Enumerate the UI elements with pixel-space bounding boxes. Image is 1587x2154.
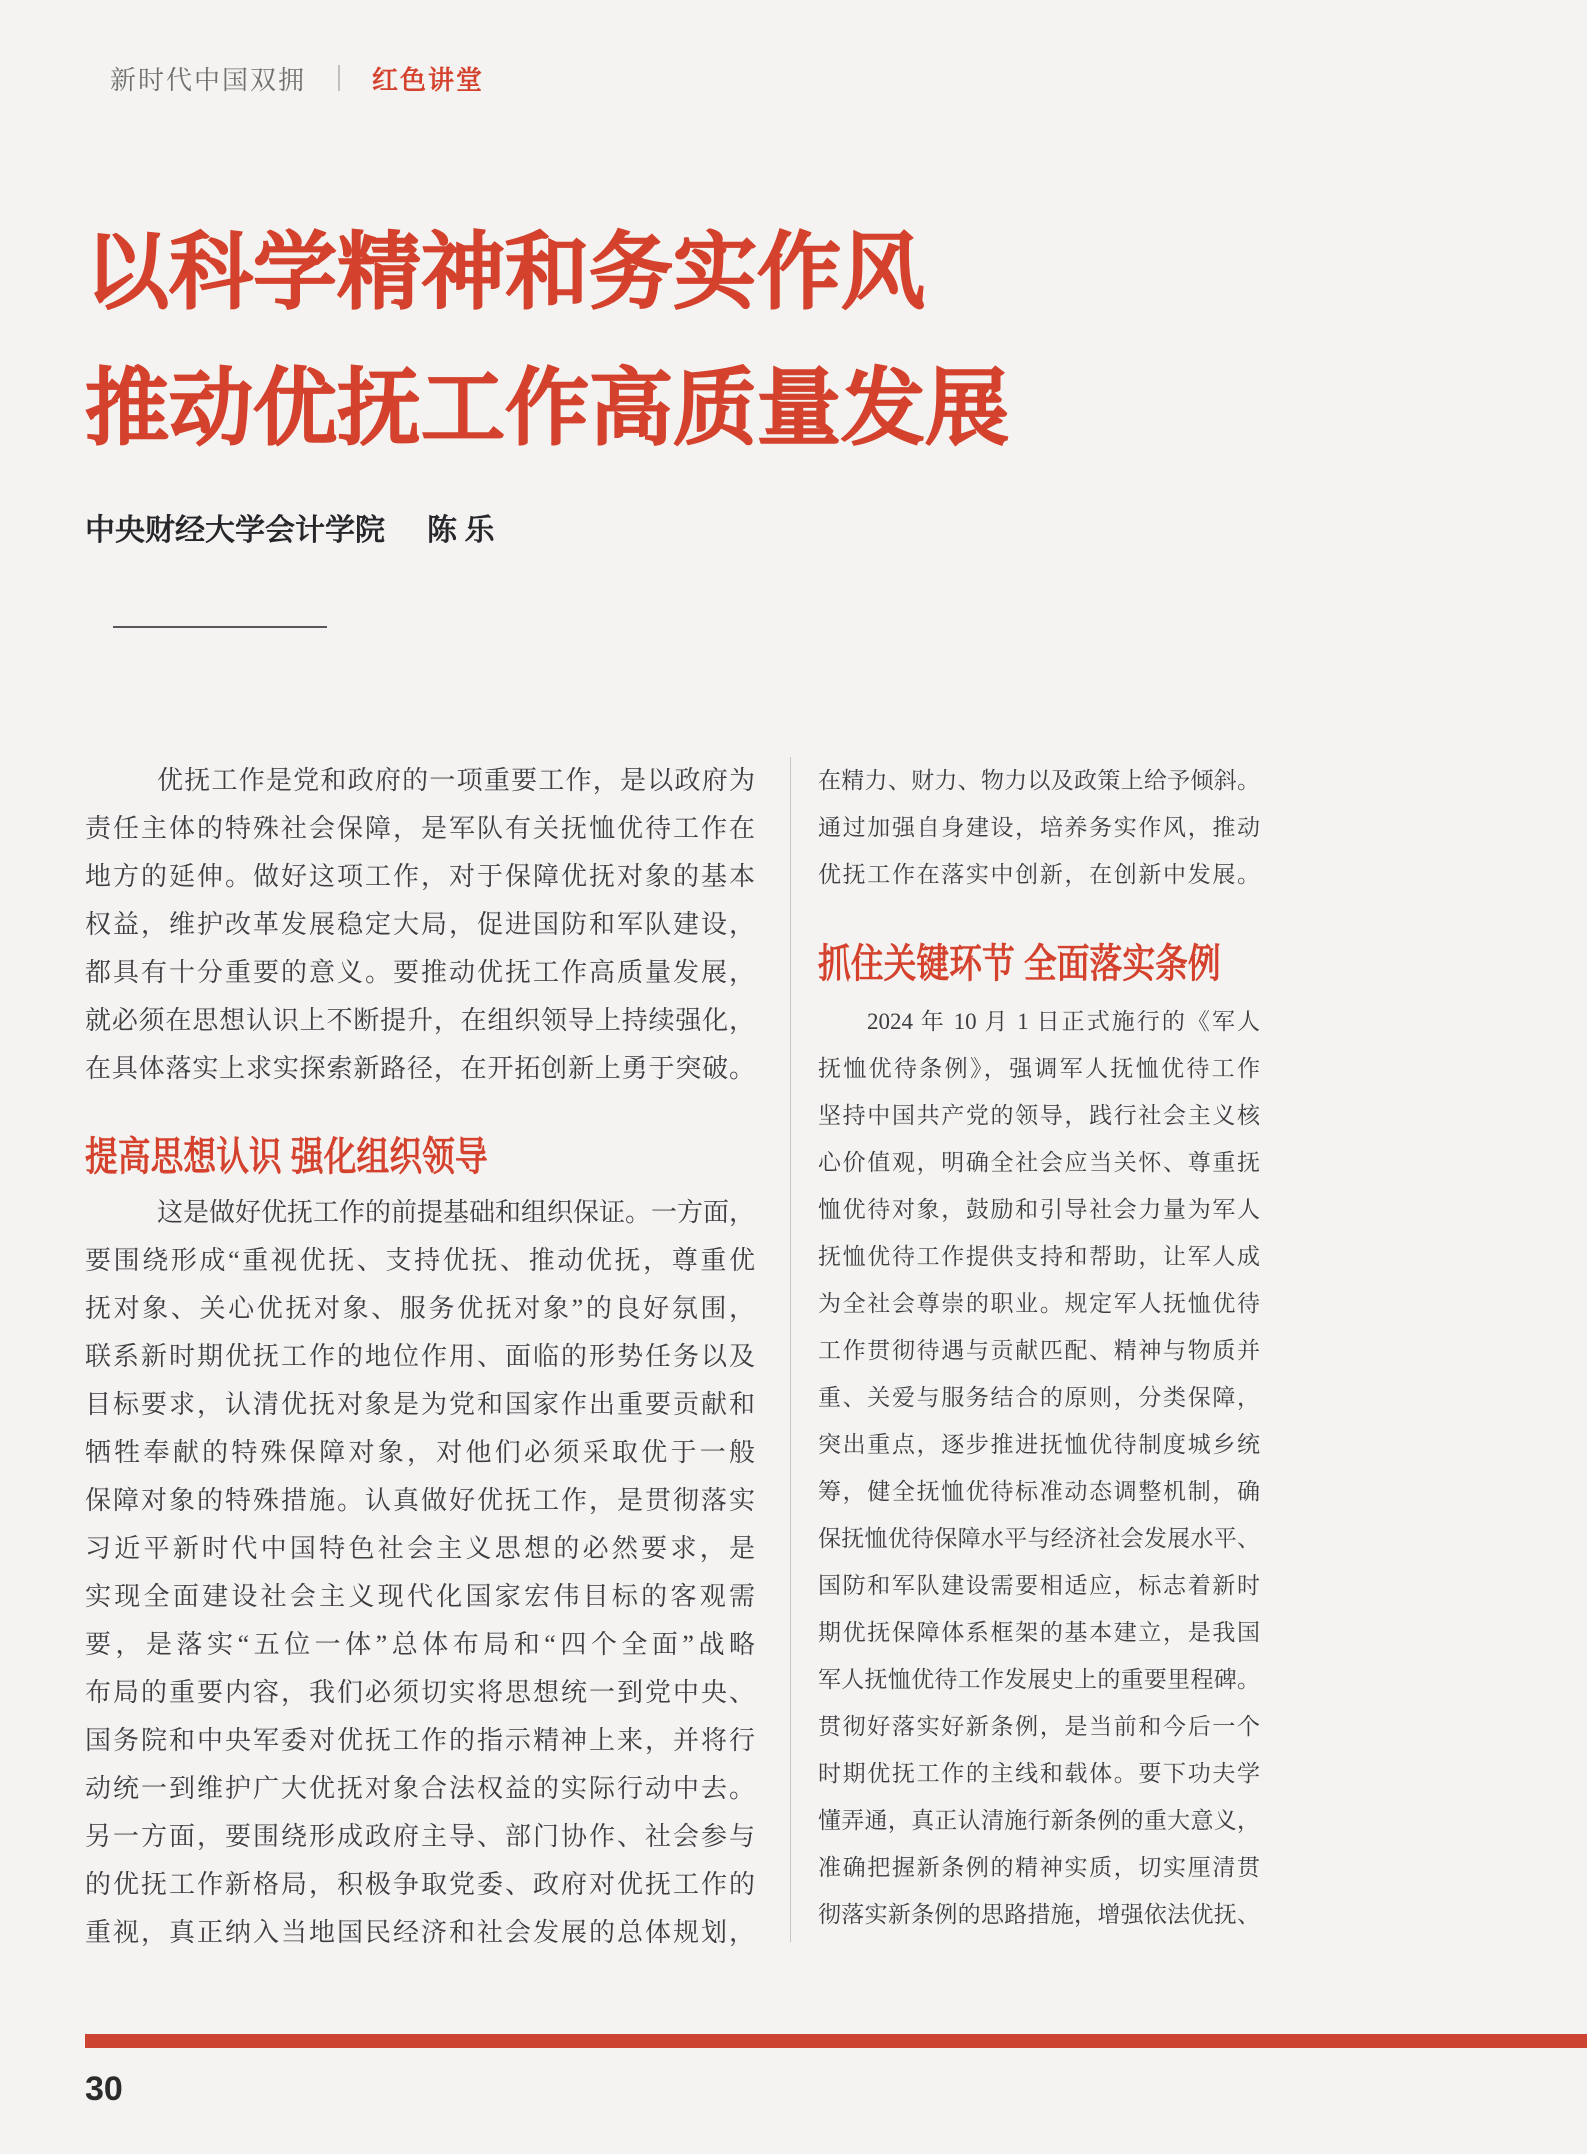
footer-rule [85,2034,1587,2048]
text-line: 为全社会尊崇的职业。规定军人抚恤优待 [818,1291,1260,1316]
text-line: 彻落实新条例的思路措施，增强依法优抚、 [818,1902,1260,1927]
text-line: 国务院和中央军委对优抚工作的指示精神上来，并将行 [85,1726,755,1755]
article-title-line2: 推动优抚工作高质量发展 [85,363,1010,456]
header-separator [338,65,340,91]
right-paragraph-1 [818,757,1260,898]
text-line: 的优抚工作新格局，积极争取党委、政府对优抚工作的 [85,1870,755,1899]
text-line: 重视，真正纳入当地国民经济和社会发展的总体规划， [85,1918,755,1947]
publication-name: 新时代中国双拥 [110,64,307,95]
page-header [110,58,484,98]
article-title-line1: 以科学精神和务实作风 [85,227,926,320]
text-line: 优抚工作是党和政府的一项重要工作，是以政府为 [157,766,755,795]
text-line: 准确把握新条例的精神实质，切实厘清贯 [818,1855,1260,1880]
text-line: 目标要求，认清优抚对象是为党和国家作出重要贡献和 [85,1390,755,1419]
text-line: 重、关爱与服务结合的原则，分类保障， [818,1385,1260,1410]
left-column [85,757,755,1957]
left-paragraph-2 [85,1189,755,1957]
column-name: 红色讲堂 [372,64,485,95]
text-line: 权益，维护改革发展稳定大局，促进国防和军队建设， [85,910,755,939]
column-divider [790,757,791,1942]
article-title [85,206,1009,478]
text-line: 突出重点，逐步推进抚恤优待制度城乡统 [818,1432,1260,1457]
text-line: 优抚工作在落实中创新，在创新中发展。 [818,862,1260,887]
text-line: 保障对象的特殊措施。认真做好优抚工作，是贯彻落实 [85,1486,755,1515]
text-line: 坚持中国共产党的领导，践行社会主义核 [818,1103,1260,1128]
text-line: 保抚恤优待保障水平与经济社会发展水平、 [818,1526,1260,1551]
page-number: 30 [85,2070,123,2108]
text-line: 贯彻好落实好新条例，是当前和今后一个 [818,1714,1260,1739]
text-line: 恤优待对象，鼓励和引导社会力量为军人 [818,1197,1260,1222]
text-line: 在精力、财力、物力以及政策上给予倾斜。 [818,768,1260,793]
text-line: 通过加强自身建设，培养务实作风，推动 [818,815,1260,840]
text-line: 国防和军队建设需要相适应，标志着新时 [818,1573,1260,1598]
text-line: 抚恤优待条例》，强调军人抚恤优待工作 [818,1056,1260,1081]
text-line: 懂弄通，真正认清施行新条例的重大意义， [818,1808,1260,1833]
byline [85,505,495,549]
text-line: 期优抚保障体系框架的基本建立，是我国 [818,1620,1260,1645]
text-line: 心价值观，明确全社会应当关怀、尊重抚 [818,1150,1260,1175]
right-paragraph-2 [818,998,1260,1938]
text-line: 联系新时期优抚工作的地位作用、面临的形势任务以及 [85,1342,755,1371]
author-name: 陈 乐 [427,514,495,547]
text-line: 抚恤优待工作提供支持和帮助，让军人成 [818,1244,1260,1269]
text-line: 工作贯彻待遇与贡献匹配、精神与物质并 [818,1338,1260,1363]
text-line: 牺牲奉献的特殊保障对象，对他们必须采取优于一般 [85,1438,755,1467]
text-line: 要围绕形成“重视优抚、支持优抚、推动优抚，尊重优 [85,1246,755,1275]
text-line: 动统一到维护广大优抚对象合法权益的实际行动中去。 [85,1774,755,1803]
text-line: 军人抚恤优待工作发展史上的重要里程碑。 [818,1667,1260,1692]
left-paragraph-1 [85,757,755,1093]
right-section-heading [818,944,1260,984]
text-line: 要，是落实“五位一体”总体布局和“四个全面”战略 [85,1630,755,1659]
author-affiliation: 中央财经大学会计学院 [85,514,385,547]
left-section-heading [85,1137,755,1177]
text-line: 习近平新时代中国特色社会主义思想的必然要求，是 [85,1534,755,1563]
text-line: 抚对象、关心优抚对象、服务优抚对象”的良好氛围， [85,1294,755,1323]
text-line: 都具有十分重要的意义。要推动优抚工作高质量发展， [85,958,755,987]
text-line: 布局的重要内容，我们必须切实将思想统一到党中央、 [85,1678,755,1707]
text-line: 实现全面建设社会主义现代化国家宏伟目标的客观需 [85,1582,755,1611]
byline-divider [113,626,327,628]
text-line: 地方的延伸。做好这项工作，对于保障优抚对象的基本 [85,862,755,891]
text-line: 2024 年 10 月 1 日正式施行的《军人 [867,1009,1260,1034]
right-column [818,757,1260,1938]
text-line: 在具体落实上求实探索新路径，在开拓创新上勇于突破。 [85,1054,755,1083]
text-line: 筹，健全抚恤优待标准动态调整机制，确 [818,1479,1260,1504]
text-line: 时期优抚工作的主线和载体。要下功夫学 [818,1761,1260,1786]
text-line: 这是做好优抚工作的前提基础和组织保证。一方面， [157,1198,756,1227]
text-line: 就必须在思想认识上不断提升，在组织领导上持续强化， [85,1006,755,1035]
text-line: 责任主体的特殊社会保障，是军队有关抚恤优待工作在 [85,814,755,843]
text-line: 另一方面，要围绕形成政府主导、部门协作、社会参与 [85,1822,755,1851]
left-section-heading-text: 提高思想认识 强化组织领导 [85,1135,488,1179]
right-section-heading-text: 抓住关键环节 全面落实条例 [818,942,1221,986]
